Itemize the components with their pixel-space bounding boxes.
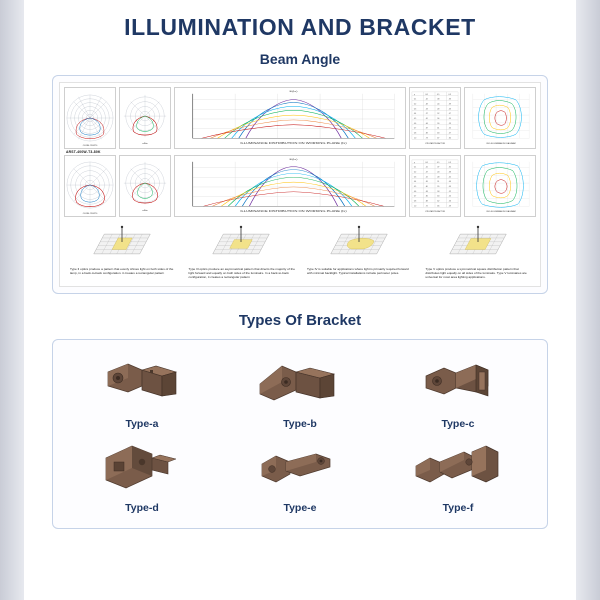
svg-text:.38: .38 xyxy=(448,171,451,174)
bracket-item-d xyxy=(63,436,221,514)
bracket-f-image xyxy=(404,436,512,498)
page-title: ILLUMINATION AND BRACKET xyxy=(124,14,476,40)
type-iv-pattern-icon xyxy=(328,222,390,264)
svg-text:ILLUMINANCE DISTRIBUTION ON WO: ILLUMINANCE DISTRIBUTION ON WORKING PLANE (lx) xyxy=(240,210,347,213)
svg-text:.67: .67 xyxy=(436,137,440,140)
svg-text:UTILIZATION FACTOR: UTILIZATION FACTOR xyxy=(425,211,445,214)
svg-text:.42: .42 xyxy=(425,98,428,101)
svg-text:0.3: 0.3 xyxy=(413,108,417,111)
svg-text:.37: .37 xyxy=(436,166,440,169)
page-left-edge-band xyxy=(0,0,24,600)
type-v-pattern-text: Type V optics produce a symmetrical square distribution pattern that distributes light equally on all sides of the luminaire. Type V luminaires are universal for most area lighting applications. xyxy=(425,267,527,279)
svg-text:.60: .60 xyxy=(425,185,428,188)
illuminance-curve-chart-1 xyxy=(174,87,406,149)
svg-text:.32: .32 xyxy=(448,166,451,169)
bracket-e-label: Type-e xyxy=(283,501,317,514)
svg-text:.58: .58 xyxy=(436,190,440,193)
bracket-b-label: Type-b xyxy=(283,417,317,430)
svg-text:.47: .47 xyxy=(425,171,428,174)
svg-text:.57: .57 xyxy=(425,113,428,116)
svg-text:.56: .56 xyxy=(436,117,440,120)
svg-text:.43: .43 xyxy=(436,171,440,174)
svg-text:.55: .55 xyxy=(436,185,440,188)
svg-text:UTILIZATION FACTOR: UTILIZATION FACTOR xyxy=(425,143,445,146)
svg-text:1.0: 1.0 xyxy=(413,137,417,140)
page-right-edge-band xyxy=(576,0,600,600)
svg-text:.62: .62 xyxy=(436,200,440,203)
svg-text:.61: .61 xyxy=(436,127,440,130)
svg-text:0.5: 0.5 xyxy=(436,161,440,164)
svg-text:.53: .53 xyxy=(448,122,451,125)
svg-text:0.3: 0.3 xyxy=(448,93,451,96)
svg-text:0.1: 0.1 xyxy=(413,98,417,101)
bracket-d-image xyxy=(88,436,196,498)
photometric-row-2 xyxy=(64,155,536,217)
bracket-item-f xyxy=(379,436,537,514)
svg-text:0.8: 0.8 xyxy=(413,132,417,135)
svg-text:.64: .64 xyxy=(425,122,428,125)
beam-pattern-row xyxy=(64,222,536,280)
svg-text:0.2: 0.2 xyxy=(413,171,417,174)
svg-text:.42: .42 xyxy=(448,176,451,179)
bracket-panel xyxy=(52,339,548,529)
svg-text:cd/klm: cd/klm xyxy=(142,210,148,212)
svg-text:.55: .55 xyxy=(448,127,451,130)
bracket-grid xyxy=(63,352,537,514)
svg-text:ρ: ρ xyxy=(413,161,415,164)
svg-text:.69: .69 xyxy=(425,132,428,135)
svg-text:ρ: ρ xyxy=(413,93,415,96)
svg-text:.68: .68 xyxy=(425,200,428,203)
svg-text:0.8: 0.8 xyxy=(413,200,417,203)
svg-text:0.5: 0.5 xyxy=(436,93,440,96)
svg-text:.47: .47 xyxy=(448,113,451,116)
svg-text:.53: .53 xyxy=(425,108,428,111)
beam-pattern-item-type-iv xyxy=(305,222,414,280)
svg-text:.49: .49 xyxy=(448,185,451,188)
illuminance-curve-chart-2 xyxy=(174,155,406,217)
svg-text:E(lx): E(lx) xyxy=(289,157,298,161)
svg-text:C0/180 C90/270: C0/180 C90/270 xyxy=(82,212,98,215)
svg-text:.59: .59 xyxy=(436,122,440,125)
svg-text:.56: .56 xyxy=(425,181,428,184)
svg-text:.67: .67 xyxy=(425,127,428,130)
type-iii-pattern-text: Type III optics produce an asymmetrical pattern that directs the majority of the light forward and equally on both sides of the luminaire. In a back-to-back configuration, it creates a rectangular pattern xyxy=(188,267,295,279)
utilization-factor-table-2 xyxy=(409,155,461,217)
svg-text:.59: .59 xyxy=(448,205,451,208)
polar-intensity-diagram-1 xyxy=(64,87,116,149)
type-iii-pattern-icon xyxy=(210,222,272,264)
model-label: ARST-400W-T3-80K xyxy=(66,150,101,154)
beam-angle-panel xyxy=(52,75,548,294)
svg-text:0.6: 0.6 xyxy=(413,190,417,193)
bracket-d-label: Type-d xyxy=(125,501,159,514)
svg-text:.43: .43 xyxy=(448,108,451,111)
bracket-item-b xyxy=(221,352,379,430)
svg-text:0.7: 0.7 xyxy=(413,127,417,130)
type-iv-pattern-text: Type IV is suitable for applications where light is primarily required forward with minimal backlight. Typical installations include perimeter poles. xyxy=(307,267,409,275)
svg-text:.63: .63 xyxy=(425,190,428,193)
bracket-c-image xyxy=(404,352,512,414)
beam-pattern-item-type-v xyxy=(424,222,533,280)
svg-text:.72: .72 xyxy=(425,205,428,208)
svg-text:.44: .44 xyxy=(436,103,440,106)
type-v-pattern-icon xyxy=(447,222,509,264)
svg-text:.60: .60 xyxy=(448,137,451,140)
photometric-sheet xyxy=(59,82,541,287)
bracket-a-label: Type-a xyxy=(125,417,159,430)
svg-text:.33: .33 xyxy=(448,98,451,101)
bracket-section-title: Types Of Bracket xyxy=(238,311,362,329)
svg-text:.51: .51 xyxy=(436,181,440,184)
bracket-item-a xyxy=(63,352,221,430)
svg-text:.50: .50 xyxy=(448,117,451,120)
beam-pattern-item-type-ii xyxy=(68,222,177,280)
svg-text:.63: .63 xyxy=(436,132,440,135)
polar-intensity-diagram-2 xyxy=(119,87,171,149)
svg-text:0.4: 0.4 xyxy=(413,113,417,116)
svg-text:0.7: 0.7 xyxy=(413,195,417,198)
svg-text:.46: .46 xyxy=(448,181,451,184)
svg-text:0.1: 0.1 xyxy=(413,166,417,169)
svg-text:.66: .66 xyxy=(436,205,440,208)
utilization-factor-table-1 xyxy=(409,87,461,149)
bracket-c-label: Type-c xyxy=(441,417,475,430)
svg-text:0.8: 0.8 xyxy=(425,161,428,164)
iso-illuminance-diagram-2 xyxy=(464,155,536,217)
bracket-item-e xyxy=(221,436,379,514)
page-content xyxy=(24,0,576,600)
svg-text:.41: .41 xyxy=(425,166,428,169)
svg-text:E(lx): E(lx) xyxy=(289,89,298,93)
svg-text:C0/180 C90/270: C0/180 C90/270 xyxy=(82,144,98,147)
photometric-row-1 xyxy=(64,87,536,149)
svg-text:.52: .52 xyxy=(425,176,428,179)
svg-text:.48: .48 xyxy=(425,103,428,106)
svg-text:ILLUMINANCE DISTRIBUTION ON WO: ILLUMINANCE DISTRIBUTION ON WORKING PLANE (lx) xyxy=(240,142,347,145)
svg-text:cd/klm: cd/klm xyxy=(142,142,148,145)
bracket-item-c xyxy=(379,352,537,430)
polar-intensity-diagram-4 xyxy=(119,155,171,217)
svg-text:0.6: 0.6 xyxy=(413,122,417,125)
polar-intensity-diagram-3 xyxy=(64,155,116,217)
svg-text:.48: .48 xyxy=(436,176,440,179)
svg-text:.56: .56 xyxy=(448,200,451,203)
beam-pattern-item-type-iii xyxy=(187,222,296,280)
iso-illuminance-diagram-1 xyxy=(464,87,536,149)
bracket-a-image xyxy=(88,352,196,414)
svg-text:0.2: 0.2 xyxy=(413,103,417,106)
svg-text:0.8: 0.8 xyxy=(425,93,428,96)
svg-text:.38: .38 xyxy=(436,98,440,101)
svg-text:.60: .60 xyxy=(436,195,440,198)
svg-text:.61: .61 xyxy=(425,117,428,120)
svg-text:0.3: 0.3 xyxy=(413,176,417,179)
svg-text:0.5: 0.5 xyxy=(413,185,417,188)
bracket-e-image xyxy=(246,436,354,498)
svg-text:.66: .66 xyxy=(425,195,428,198)
bracket-f-label: Type-f xyxy=(442,501,474,514)
svg-text:.54: .54 xyxy=(448,195,451,198)
type-ii-pattern-icon xyxy=(91,222,153,264)
svg-text:.52: .52 xyxy=(448,190,451,193)
svg-text:0.3: 0.3 xyxy=(448,161,451,164)
svg-text:.49: .49 xyxy=(436,108,440,111)
svg-text:ISO-ILLUMINANCE DIAGRAM: ISO-ILLUMINANCE DIAGRAM xyxy=(486,143,516,146)
svg-text:.39: .39 xyxy=(448,103,451,106)
svg-text:.73: .73 xyxy=(425,137,428,140)
type-ii-pattern-text: Type II optics produce a pattern that evenly shines light on both sides of the lamp, in a back-to-back configuration. it creates a rectangular pattern xyxy=(70,267,174,275)
svg-text:0.4: 0.4 xyxy=(413,181,417,184)
svg-text:.57: .57 xyxy=(448,132,451,135)
bracket-b-image xyxy=(246,352,354,414)
svg-text:ISO-ILLUMINANCE DIAGRAM: ISO-ILLUMINANCE DIAGRAM xyxy=(486,211,516,214)
svg-text:.52: .52 xyxy=(436,113,440,116)
svg-text:1.0: 1.0 xyxy=(413,205,417,208)
svg-text:0.5: 0.5 xyxy=(413,117,417,120)
beam-angle-section-title: Beam Angle xyxy=(259,51,341,67)
